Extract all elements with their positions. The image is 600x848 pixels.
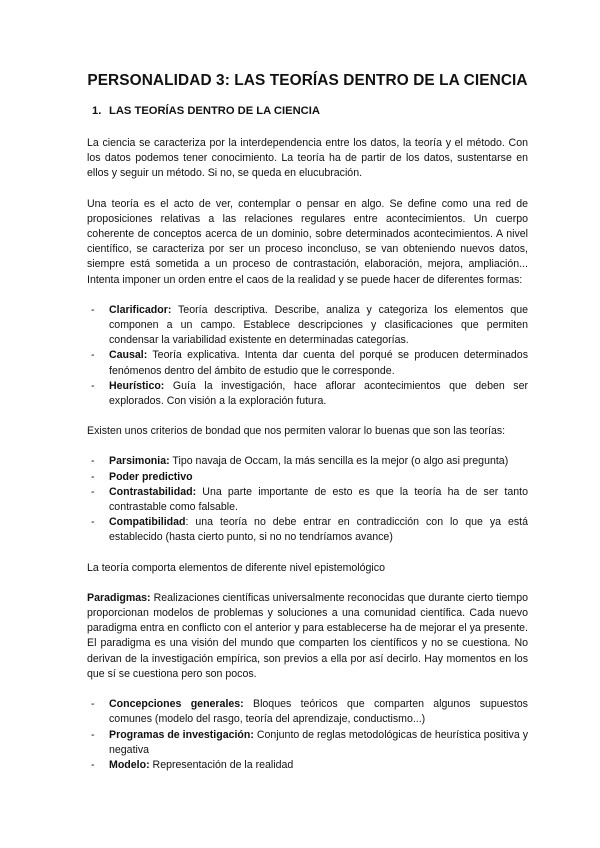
- list-text: Teoría explicativa. Intenta dar cuenta del porqué se producen determinados fenómenos dentro del ámbito de estudio que le corresponde.: [109, 349, 528, 377]
- list-text: Conjunto de reglas metodológicas de heurística positiva y negativa: [109, 728, 528, 756]
- list-text: Bloques teóricos que comparten algunos supuestos comunes (modelo del rasgo, teoría del aprendizaje, conductismo...): [109, 698, 528, 726]
- list-text: Teoría descriptiva. Describe, analiza y categoriza los elementos que componen a un campo. Establece descripciones y clasificaciones que permiten condensar la variabilidad existente en determinadas categorías.: [109, 303, 528, 347]
- list-item: [87, 454, 528, 469]
- paragraph-intro: La ciencia se caracteriza por la interdependencia entre los datos, la teoría y el método. Con los datos podemos tener conocimiento. La teoría ha de partir de los datos, sustentarse en ellos y seguir un método. Si no, se queda en elucubración.: [87, 137, 528, 180]
- section-title: LAS TEORÍAS DENTRO DE LA CIENCIA: [109, 105, 320, 117]
- bullet-dash: -: [91, 470, 95, 483]
- bullet-dash: -: [91, 516, 95, 529]
- criteria-list: [87, 454, 528, 545]
- bullet-dash: -: [91, 758, 95, 771]
- list-item: [87, 485, 528, 515]
- list-term: Compatibilidad: [109, 516, 186, 529]
- list-term: Modelo:: [109, 758, 150, 771]
- paragraph-paradigms: [87, 591, 528, 682]
- list-item: [87, 379, 528, 409]
- list-term: Clarificador:: [109, 303, 172, 316]
- list-text: Una parte importante de esto es que la teoría ha de ser tanto contrastable como falsable.: [109, 485, 528, 514]
- list-item: [87, 697, 528, 727]
- list-term: Contrastabilidad:: [109, 485, 197, 498]
- list-item: [87, 303, 528, 349]
- paradigms-text: Realizaciones científicas universalmente reconocidas que durante cierto tiempo proporcionan modelos de problemas y soluciones a una comunidad científica. Cada nuevo paradigma entra en conflicto con el anterior y para establecerse ha de mejorar el ya presente. El paradigma es una visión del mundo que comparten los científicos y no se cuestiona. No derivan de la investigación empírica, son previos a ella por así decirlo. Hay momentos en los que sí se cuestiona pero son pocos.: [87, 591, 528, 680]
- page-title: PERSONALIDAD 3: LAS TEORÍAS DENTRO DE LA CIENCIA: [87, 72, 528, 89]
- bullet-dash: -: [91, 303, 95, 316]
- list-term: Heurístico:: [109, 379, 165, 392]
- bullet-dash: -: [91, 728, 95, 741]
- list-text: : una teoría no debe entrar en contradicción con lo que ya está establecido (hasta cierto punto, si no no tendríamos avance): [109, 516, 528, 544]
- list-term: Concepciones generales:: [109, 698, 244, 711]
- levels-list: [87, 697, 528, 773]
- section-heading: [92, 105, 528, 117]
- bullet-dash: -: [91, 485, 95, 498]
- theory-types-list: [87, 303, 528, 409]
- list-text: Guía la investigación, hace aflorar acontecimientos que deben ser explorados. Con visión a la exploración futura.: [109, 379, 528, 408]
- list-term: Causal:: [109, 349, 148, 362]
- list-text: Representación de la realidad: [149, 758, 294, 771]
- paragraph-epistemological: La teoría comporta elementos de diferente nivel epistemológico: [87, 561, 385, 574]
- list-item: [87, 348, 528, 378]
- list-item: [87, 515, 528, 545]
- bullet-dash: -: [91, 379, 95, 392]
- list-item: [87, 758, 528, 773]
- bullet-dash: -: [91, 349, 95, 362]
- bullet-dash: -: [91, 698, 95, 711]
- list-term: Parsimonia:: [109, 455, 170, 468]
- list-text: Tipo navaja de Occam, la más sencilla es la mejor (o algo asi pregunta): [169, 455, 509, 468]
- document-page: [87, 72, 528, 788]
- paradigms-term: Paradigmas:: [87, 591, 151, 604]
- list-item: [87, 470, 528, 485]
- section-number: 1.: [92, 105, 102, 117]
- paragraph-theory-definition: Una teoría es el acto de ver, contemplar o pensar en algo. Se define como una red de proposiciones relativas a las relaciones regulares entre acontecimientos. Un cuerpo coherente de conceptos acerca de un dominio, sobre determinados acontecimientos. A nivel científico, se caracteriza por ser un proceso inconcluso, se van obteniendo nuevos datos, siempre está sometida a un proceso de contrastación, elaboración, mejora, ampliación... Intenta imponer un orden entre el caos de la realidad y se puede hacer de diferentes formas:: [87, 197, 528, 286]
- paragraph-criteria: Existen unos criterios de bondad que nos permiten valorar lo buenas que son las teorías:: [87, 425, 506, 438]
- list-term: Poder predictivo: [109, 470, 193, 483]
- list-item: [87, 728, 528, 758]
- list-term: Programas de investigación:: [109, 728, 254, 741]
- bullet-dash: -: [91, 455, 95, 468]
